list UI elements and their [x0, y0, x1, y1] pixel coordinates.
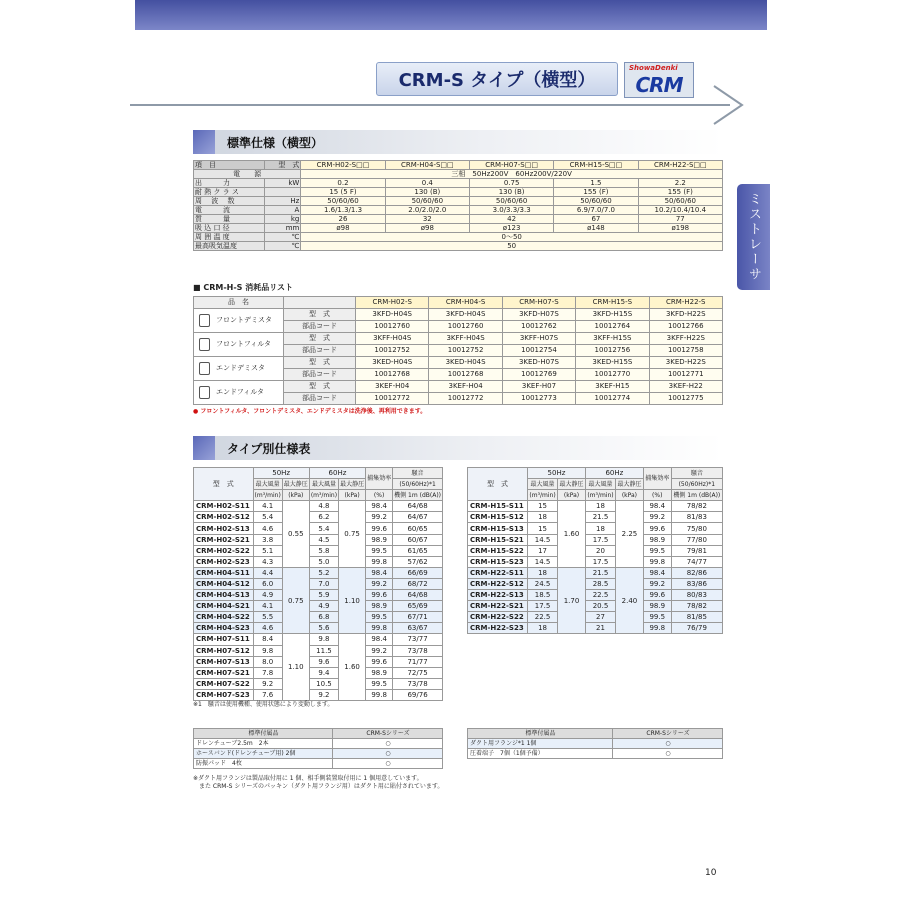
spec-row: 出 力 kW 0.2 0.4 0.75 1.5 2.2: [194, 179, 723, 188]
part-icon: [199, 386, 210, 399]
part-icon: [199, 338, 210, 351]
consumables-title: ■ CRM-H-S 消耗品リスト: [193, 283, 294, 292]
type-row: CRM-H15-S13 15 18 99.6 75/80: [468, 523, 723, 534]
spec-row: 吸 込 口 径 mm ø98 ø98 ø123 ø148 ø198: [194, 224, 723, 233]
header-band: [135, 0, 767, 30]
spec-row: 耐 熱 ク ラ ス 15 (5 F) 130 (B) 130 (B) 155 (F) 155 (F): [194, 188, 723, 197]
type-row: CRM-H04-S11 4.4 0.75 5.2 1.10 98.4 66/69: [194, 567, 443, 578]
type-row: CRM-H02-S11 4.1 0.55 4.8 0.75 98.4 64/68: [194, 501, 443, 512]
type-row: CRM-H02-S23 4.3 5.0 99.8 57/62: [194, 556, 443, 567]
type-row: CRM-H04-S21 4.1 4.9 98.9 65/69: [194, 601, 443, 612]
type-row: CRM-H02-S12 5.4 6.2 99.2 64/67: [194, 512, 443, 523]
type-row: CRM-H02-S13 4.6 5.4 99.6 60/65: [194, 523, 443, 534]
spec-row: 質 量 kg 26 32 42 67 77: [194, 215, 723, 224]
spec-row: 電 流 A 1.6/1.3/1.3 2.0/2.0/2.0 3.0/3.3/3.3 6.9/7.0/7.0 10.2/10.4/10.4: [194, 206, 723, 215]
footnote-flange: ※ダクト用フランジは製品取付用に 1 個、相手側装置取付用に 1 個用意しています。 また CRM-S シリーズのパッキン（ダクト用フランジ用）はダクト用に貼付されています。: [193, 775, 444, 790]
spec-row: 周 波 数 Hz 50/60/60 50/60/60 50/60/60 50/60/60 50/60/60: [194, 197, 723, 206]
type-row: CRM-H22-S22 22.5 27 99.5 81/85: [468, 612, 723, 623]
title-arrow-head: [712, 84, 746, 126]
accessories-table-left: 標準付属品 CRM-Sシリーズ ドレンチューブ2.5m 2本 ○ ホースバンド(ドレンチューブ用) 2個 ○ 防振パッド 4枚 ○: [193, 728, 443, 769]
type-spec-table-left: 型 式 50Hz 60Hz 捕集効率 騒音 最大風量 最大静圧 最大風量 最大静圧 (50/60Hz)*1 (m³/min) (kPa) (m³/min) (kPa) (%) 機側 1m (dB(A)) CRM-H02-S11 4.1 0.55 4.8 0.75 98.4 64/68 CRM-H02-S12 5.4 6.2 99.2 64/67 CRM-H02-S13 4.6 5.4 99.6 60/65 CRM-H02-S21 3.8 4.5 98.9 60/67 CRM-H02-S22 5.1 5.8 99.5 61/65 CRM-H02-S23 4.3 5.0 99.8 57/62 CRM-H04-S11 4.4 0.75 5.2 1.10 98.4 66/69 CRM-H04-S12 6.0 7.0 99.2 68/72 CRM-H04-S13 4.9 5.9 99.6 64/68 CRM-H04-S21 4.1 4.9 98.9 65/69 CRM-H04-S22 5.5 6.8 99.5 67/71 CRM-H04-S23 4.6 5.6 99.8 63/67 CRM-H07-S11 8.4 1.10 9.8 1.60 98.4 73/77 CRM-H07-S12 9.8 11.5 99.2 73/78 CRM-H07-S13 8.0 9.6 99.6 71/77 CRM-H07-S21 7.8 9.4 98.9 72/75 CRM-H07-S22 9.2 10.5 99.5 73/78 CRM-H07-S23 7.6 9.2 99.8 69/76: [193, 467, 443, 701]
section-heading-types: タイプ別仕様表: [193, 436, 723, 460]
type-row: CRM-H22-S21 17.5 20.5 98.9 78/82: [468, 601, 723, 612]
type-row: CRM-H22-S13 18.5 22.5 99.6 80/83: [468, 590, 723, 601]
type-row: CRM-H07-S12 9.8 11.5 99.2 73/78: [194, 645, 443, 656]
side-tab: ミストレーサ: [737, 184, 770, 290]
page-number: 10: [705, 868, 717, 878]
title-arrow-line: [130, 104, 730, 106]
type-row: CRM-H04-S22 5.5 6.8 99.5 67/71: [194, 612, 443, 623]
consumables-note: ● フロントフィルタ、フロントデミスタ、エンドデミスタは洗浄後、再利用できます。: [193, 408, 427, 415]
accessories-table-right: 標準付属品 CRM-Sシリーズ ダクト用フランジ*1 1個 ○ 圧着端子 7個（1個予備） ○: [467, 728, 723, 759]
type-row: CRM-H22-S23 18 21 99.8 76/79: [468, 623, 723, 634]
type-row: CRM-H15-S11 15 1.60 18 2.25 98.4 78/82: [468, 501, 723, 512]
type-row: CRM-H02-S21 3.8 4.5 98.9 60/67: [194, 534, 443, 545]
type-row: CRM-H07-S13 8.0 9.6 99.6 71/77: [194, 656, 443, 667]
section-heading-spec: 標準仕様（横型）: [193, 130, 723, 154]
type-row: CRM-H15-S22 17 20 99.5 79/81: [468, 545, 723, 556]
type-row: CRM-H04-S12 6.0 7.0 99.2 68/72: [194, 578, 443, 589]
type-row: CRM-H15-S23 14.5 17.5 99.8 74/77: [468, 556, 723, 567]
type-row: CRM-H15-S21 14.5 17.5 98.9 77/80: [468, 534, 723, 545]
type-row: CRM-H04-S23 4.6 5.6 99.8 63/67: [194, 623, 443, 634]
type-spec-table-right: 型 式 50Hz 60Hz 捕集効率 騒音 最大風量 最大静圧 最大風量 最大静圧 (50/60Hz)*1 (m³/min) (kPa) (m³/min) (kPa) (%) 機側 1m (dB(A)) CRM-H15-S11 15 1.60 18 2.25 98.4 78/82 CRM-H15-S12 18 21.5 99.2 81/83 CRM-H15-S13 15 18 99.6 75/80 CRM-H15-S21 14.5 17.5 98.9 77/80 CRM-H15-S22 17 20 99.5 79/81 CRM-H15-S23 14.5 17.5 99.8 74/77 CRM-H22-S11 18 1.70 21.5 2.40 98.4 82/86 CRM-H22-S12 24.5 28.5 99.2 83/86 CRM-H22-S13 18.5 22.5 99.6 80/83 CRM-H22-S21 17.5 20.5 98.9 78/82 CRM-H22-S22 22.5 27 99.5 81/85 CRM-H22-S23 18 21 99.8 76/79: [467, 467, 723, 634]
type-row: CRM-H22-S12 24.5 28.5 99.2 83/86: [468, 578, 723, 589]
type-row: CRM-H04-S13 4.9 5.9 99.6 64/68: [194, 590, 443, 601]
consumable-row: エンドデミスタ 型 式 3KED-H04S 3KED-H04S 3KED-H07S 3KED-H15S 3KED-H22S: [194, 357, 723, 369]
consumable-row: フロントデミスタ 型 式 3KFD-H04S 3KFD-H04S 3KFD-H07S 3KFD-H15S 3KFD-H22S: [194, 309, 723, 321]
consumable-row: エンドフィルタ 型 式 3KEF-H04 3KEF-H04 3KEF-H07 3KEF-H15 3KEF-H22: [194, 381, 723, 393]
brand-logo: ShowaDenki CRM: [624, 62, 694, 98]
consumables-table: 品 名 CRM-H02-S CRM-H04-S CRM-H07-S CRM-H15-S CRM-H22-S フロントデミスタ 型 式 3KFD-H04S 3KFD-H04S 3KFD-H07S 3KFD-H15S 3KFD-H22S 部品コード 10012760 10012760 10012762 10012764 10012766 フロントフィルタ 型 式 3KFF-H04S 3KFF-H04S 3KFF-H07S 3KFF-H15S 3KFF-H22S 部品コード 10012752 10012752 10012754 10012756 10012758 エンドデミスタ 型 式 3KED-H04S 3KED-H04S 3KED-H07S 3KED-H15S 3KED-H22S 部品コード 10012768 10012768 10012769 10012770 10012771 エンドフィルタ 型 式 3KEF-H04 3KEF-H04 3KEF-H07 3KEF-H15 3KEF-H22 部品コード 10012772 10012772 10012773 10012774 10012775: [193, 296, 723, 405]
type-row: CRM-H22-S11 18 1.70 21.5 2.40 98.4 82/86: [468, 567, 723, 578]
spec-table: 項 目 型 式 CRM-H02-S□□ CRM-H04-S□□ CRM-H07-S□□ CRM-H15-S□□ CRM-H22-S□□ 電 源 三相 50Hz200V 60Hz200V/220V 出 力 kW 0.2 0.4 0.75 1.5 2.2 耐 熱 ク ラ ス 15 (5 F) 130 (B) 130 (B) 155 (F) 155 (F) 周 波 数 Hz 50/60/60 50/60/60 50/60/60 50/60/60 50/60/60 電 流 A 1.6/1.3/1.3 2.0/2.0/2.0 3.0/3.3/3.3 6.9/7.0/7.0 10.2/10.4/10.4 質 量 kg 26 32 42 67 77 吸 込 口 径 mm ø98 ø98 ø123 ø148 ø198 周 囲 温 度 ℃ 0～50 最高吸気温度 ℃ 50: [193, 160, 723, 251]
type-row: CRM-H07-S22 9.2 10.5 99.5 73/78: [194, 678, 443, 689]
page-title: CRM-S タイプ（横型）: [376, 62, 618, 96]
consumable-row: フロントフィルタ 型 式 3KFF-H04S 3KFF-H04S 3KFF-H07S 3KFF-H15S 3KFF-H22S: [194, 333, 723, 345]
part-icon: [199, 314, 210, 327]
type-row: CRM-H07-S23 7.6 9.2 99.8 69/76: [194, 689, 443, 700]
type-row: CRM-H07-S11 8.4 1.10 9.8 1.60 98.4 73/77: [194, 634, 443, 645]
type-row: CRM-H15-S12 18 21.5 99.2 81/83: [468, 512, 723, 523]
part-icon: [199, 362, 210, 375]
type-row: CRM-H07-S21 7.8 9.4 98.9 72/75: [194, 667, 443, 678]
type-row: CRM-H02-S22 5.1 5.8 99.5 61/65: [194, 545, 443, 556]
footnote-noise: ※1 騒音は使用機種、使用状態により変動します。: [193, 701, 334, 708]
